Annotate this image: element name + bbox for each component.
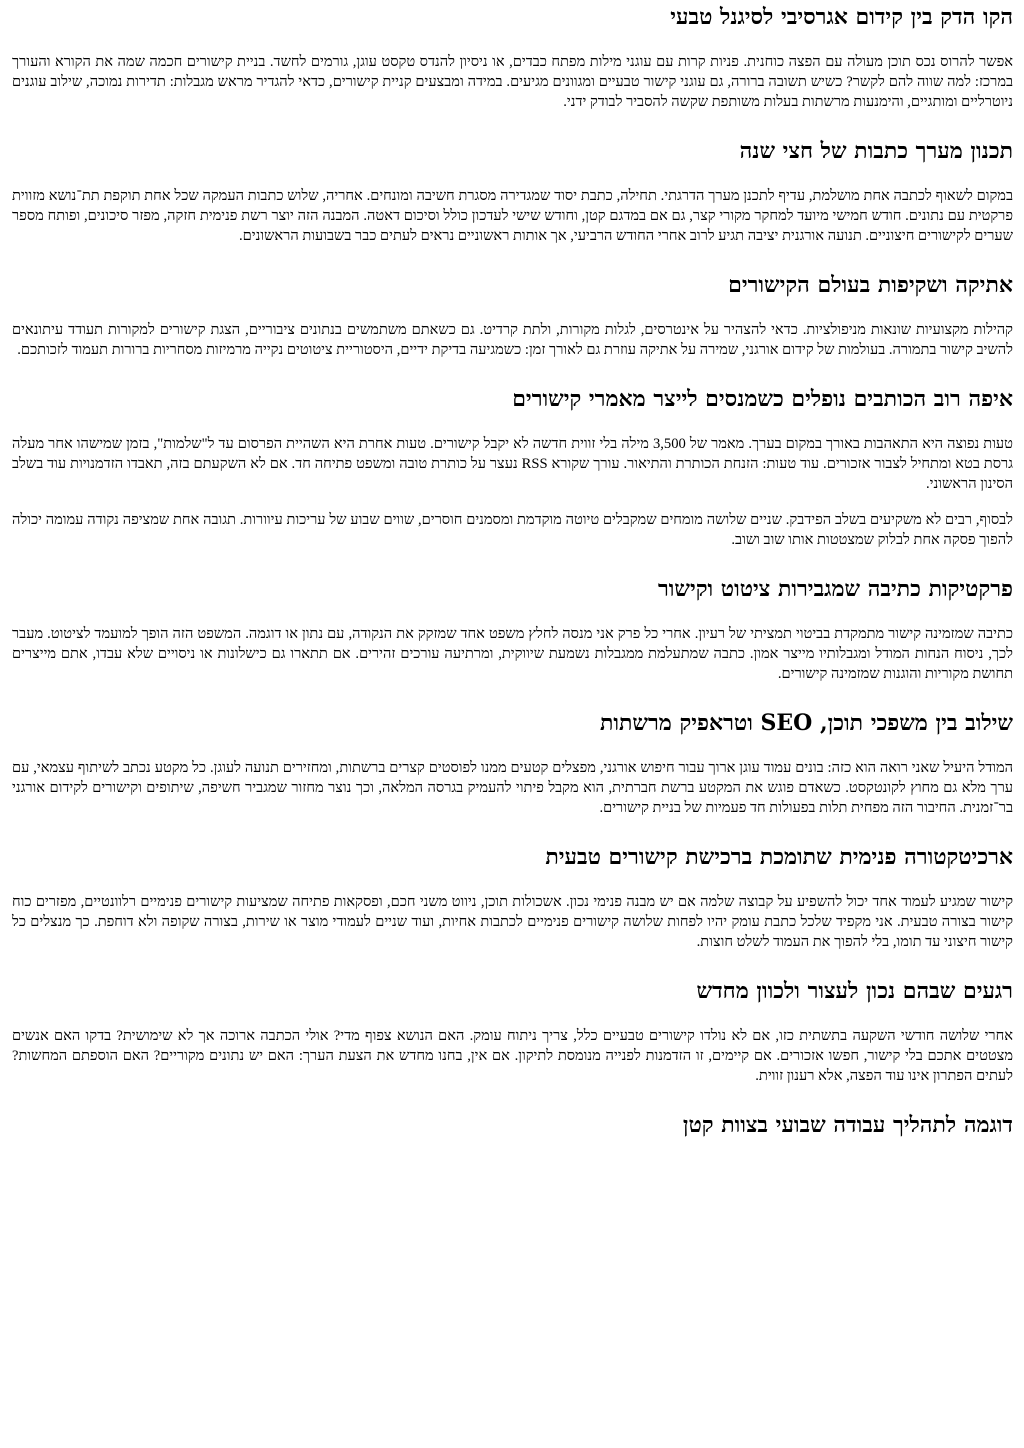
section-paragraph: קישור שמגיע לעמוד אחד יכול להשפיע על קבוצה שלמה אם יש מבנה פנימי נכון. אשכולות תוכן, ניווט משני חכם, ופסקאות פתיחה שמציעות קישורים פנימיים רלוונטיים, מפזרים כוח קישור בצורה טבעית. אני מקפיד שלכל כתבת עומק יהיו לפחות שלושה קישורים פנימיים לכתבות אחיות, ועוד שניים לעמודי מוצר או שירות, בצורה שקופה ולא דוחפת. כך מנצלים כל קישור חיצוני עד תומו, בלי להפוך את העמוד לשלט חוצות. (12, 894, 1013, 950)
section-heading: ארכיטקטורה פנימית שתומכת ברכישת קישורים טבעית (545, 844, 1013, 870)
section-paragraph: כתיבה שמזמינה קישור מתמקדת בביטוי תמציתי של רעיון. אחרי כל פרק אני מנסה לחלץ משפט אחד שמזקק את הנקודה, עם נתון או דוגמה. המשפט הזה הופך למועמד לציטוט. מעבר לכך, ניסוח הנחות המודל ומגבלותיו מייצר אמון. כתבה שמתעלמת ממגבלות נשמעת שיווקית, ומרתיעה עורכים זהירים. אם תתארו גם כישלונות או ניסויים שלא עבדו, אתם מייצרים תחושת מקוריות והוגנות שמזמינה קישורים. (12, 626, 1013, 682)
section-heading: הקו הדק בין קידום אגרסיבי לסיגנל טבעי (670, 4, 1013, 30)
section-paragraph: אחרי שלושה חודשי השקעה בתשתית כזו, אם לא נולדו קישורים טבעיים כלל, צריך ניתוח עומק. האם הנושא צפוף מדי? אולי הכתבה ארוכה אך לא שימושית? בדקו האם אנשים מצטטים אתכם בלי קישור, חפשו אזכורים. אם קיימים, זו הזדמנות לפנייה מנומסת לתיקון. אם אין, בחנו מחדש את הצעת הערך: האם יש נתונים מקוריים? האם הוספתם המחשות? לעתים הפתרון אינו עוד הפצה, אלא רענון זווית. (12, 1028, 1013, 1084)
section-writing-practices (12, 572, 1013, 684)
section-internal-architecture (12, 840, 1013, 952)
section-paragraph: במקום לשאוף לכתבה אחת מושלמת, עדיף לתכנן מערך הדרגתי. תחילה, כתבת יסוד שמגדירה מסגרת חשיבה ומונחים. אחריה, שלוש כתבות העמקה שכל אחת תוקפת תת־נושא מזווית פרקטית עם נתונים. חודש חמישי מיועד למחקר מקורי קצר, גם אם במדגם קטן, וחודש שישי לעדכון כולל וסיכום דאטה. המבנה הזה יוצר רשת פנימית חזקה, מפזר סיכונים, ופותח מספר שערים לקישורים חיצוניים. תנועה אורגנית יציבה תגיע לרוב אחרי החודש הרביעי, אך אותות ראשוניים נראים לעתים כבר בשבועות הראשונים. (12, 188, 1013, 244)
section-half-year-plan (12, 134, 1013, 246)
section-paragraph: המודל היעיל שאני רואה הוא כזה: בונים עמוד עוגן ארוך עבור חיפוש אורגני, מפצלים קטעים ממנו לפוסטים קצרים ברשתות, ומחזירים תנועה לעוגן. כל מקטע נכתב לשיתוף עצמאי, עם ערך מלא גם מחוץ לקונטקסט. כשאדם פוגש את המקטע ברשת חברתית, הוא מקבל פיתוי להעמיק בגרסה המלאה, וכך נוצר מחזור שמגביר חשיפה, שיתופים וקישורים לקידום אורגני בר־זמנית. החיבור הזה מפחית תלות בפעולות חד פעמיות של בניית קישורים. (12, 760, 1013, 816)
section-heading: תכנון מערך כתבות של חצי שנה (739, 138, 1013, 164)
section-common-mistakes (12, 382, 1013, 550)
section-heading: פרקטיקות כתיבה שמגבירות ציטוט וקישור (657, 576, 1013, 602)
section-aggressive-vs-natural (12, 0, 1013, 112)
section-heading: רגעים שבהם נכון לעצור ולכוון מחדש (696, 978, 1013, 1004)
section-when-to-stop (12, 974, 1013, 1086)
section-paragraph: טעות נפוצה היא התאהבות באורך במקום בערך. מאמר של 3,500 מילה בלי זווית חדשה לא יקבל קישורים. טעות אחרת היא השהיית הפרסום עד ל"שלמות", בזמן שמישהו אחר מעלה גרסת בטא ומתחיל לצבור אזכורים. עוד טעות: הזנחת הכותרת והתיאור. עורך שקורא RSS נעצר על כותרת טובה ומשפט פתיחה חד. אם לא השקעתם בזה, תאבדו הזדמנויות עוד בשלב הסינון הראשוני. (12, 436, 1013, 492)
section-heading: אתיקה ושקיפות בעולם הקישורים (728, 272, 1013, 298)
section-paragraph: קהילות מקצועיות שונאות מניפולציות. כדאי להצהיר על אינטרסים, לגלות מקורות, ולתת קרדיט. גם כשאתם משתמשים בנתונים ציבוריים, הצגת קישורים למקורות תעודד עיתונאים להשיב קישור בתמורה. בעולמות של קידום אורגני, שמירה על אתיקה עוזרת גם לאורך זמן: כשמגיעה בדיקת ידיים, היסטוריית ציטוטים נקייה מרמיזות מסחריות ברורות תעמוד לזכותכם. (12, 322, 1013, 358)
section-heading: דוגמה לתהליך עבודה שבועי בצוות קטן (682, 1112, 1013, 1138)
section-ethics-transparency (12, 268, 1013, 360)
section-funnels-seo-social (12, 706, 1013, 818)
section-paragraph: אפשר להרוס נכס תוכן מעולה עם הפצה כוחנית. פניות קרות עם עוגני מילות מפתח כבדים, או ניסיון להנדס טקסט עוגן, גורמים לחשד. בניית קישורים חכמה שמה את הקורא והעורך במרכז: למה שווה להם לקשר? כשיש תשובה ברורה, גם עוגני קישור טבעיים ומגוונים מגיעים. במידה ומבצעים קניית קישורים, כדאי להגדיר מראש מגבלות: תדירות נמוכה, שילוב עוגנים ניוטרליים ומותגיים, והימנעות מרשתות בעלות משותפת שקשה להסביר לבודק ידני. (12, 54, 1013, 110)
section-paragraph: לבסוף, רבים לא משקיעים בשלב הפידבק. שניים שלושה מומחים שמקבלים טיוטה מוקדמת ומסמנים חוסרים, שווים שבוע של עריכות עיוורות. תגובה אחת שמציפה נקודה עמומה יכולה להפוך פסקה אחת לבלוק שמצטטות אותו שוב ושוב. (12, 512, 1013, 548)
section-weekly-workflow (12, 1108, 1013, 1140)
section-heading: איפה רוב הכותבים נופלים כשמנסים לייצר מאמרי קישורים (512, 386, 1013, 412)
section-heading: שילוב בין משפכי תוכן, SEO וטראפיק מרשתות (599, 710, 1013, 736)
